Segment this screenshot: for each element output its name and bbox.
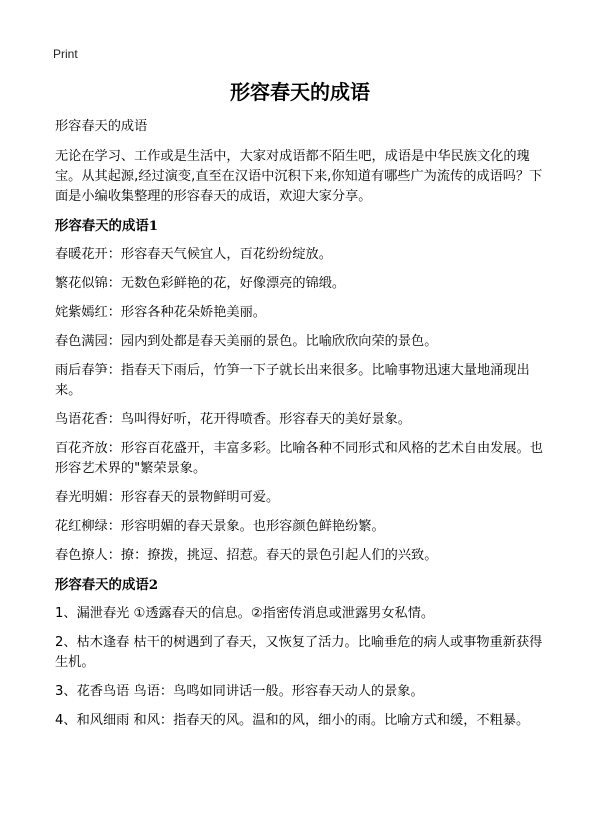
section-heading: 形容春天的成语1 bbox=[55, 218, 159, 234]
intro-paragraph: 无论在学习、工作或是生活中，大家对成语都不陌生吧，成语是中华民族文化的瑰宝。从其起源,经过演变,直至在汉语中沉积下来,你知道有哪些广为流传的成语吗？下面是小编收集整理的形容春天的成语，欢迎大家分享。 bbox=[55, 149, 543, 204]
idiom-entry: 春光明媚：形容春天的景物鲜明可爱。 bbox=[55, 490, 280, 505]
idiom-entry: 雨后春笋：指春天下雨后，竹笋一下子就长出来很多。比喻事物迅速大量地涌现出来。 bbox=[55, 363, 530, 398]
idiom-entry: 春暖花开：形容春天气候宜人，百花纷纷绽放。 bbox=[55, 247, 332, 262]
idiom-entry: 花红柳绿：形容明媚的春天景象。也形容颜色鲜艳纷繁。 bbox=[55, 519, 385, 534]
idiom-entry: 姹紫嫣红：形容各种花朵娇艳美丽。 bbox=[55, 305, 266, 320]
document-subtitle: 形容春天的成语 bbox=[55, 119, 148, 134]
idiom-entry: 2、枯木逢春 枯干的树遇到了春天，又恢复了活力。比喻垂危的病人或事物重新获得生机。 bbox=[55, 635, 543, 670]
section-heading: 形容春天的成语2 bbox=[55, 577, 159, 593]
idiom-entry: 春色满园：园内到处都是春天美丽的景色。比喻欣欣向荣的景色。 bbox=[55, 334, 438, 349]
idiom-entry: 春色撩人：撩：撩拨，挑逗、招惹。春天的景色引起人们的兴致。 bbox=[55, 548, 438, 563]
idiom-entry: 3、花香鸟语 鸟语：鸟鸣如同讲话一般。形容春天动人的景象。 bbox=[55, 684, 424, 699]
idiom-entry: 繁花似锦：无数色彩鲜艳的花，好像漂亮的锦缎。 bbox=[55, 276, 346, 291]
idiom-entry: 鸟语花香：鸟叫得好听，花开得喷香。形容春天的美好景象。 bbox=[55, 412, 412, 427]
idiom-entry: 百花齐放：形容百花盛开，丰富多彩。比喻各种不同形式和风格的艺术自由发展。也形容艺术界的"繁荣景象。 bbox=[55, 441, 543, 476]
document-body bbox=[55, 117, 550, 740]
page-title: 形容春天的成语 bbox=[230, 80, 370, 104]
print-label: Print bbox=[53, 47, 78, 61]
idiom-entry: 4、和风细雨 和风：指春天的风。温和的风，细小的雨。比喻方式和缓，不粗暴。 bbox=[55, 713, 530, 728]
idiom-entry: 1、漏泄春光 ①透露春天的信息。②指密传消息或泄露男女私情。 bbox=[55, 606, 435, 621]
